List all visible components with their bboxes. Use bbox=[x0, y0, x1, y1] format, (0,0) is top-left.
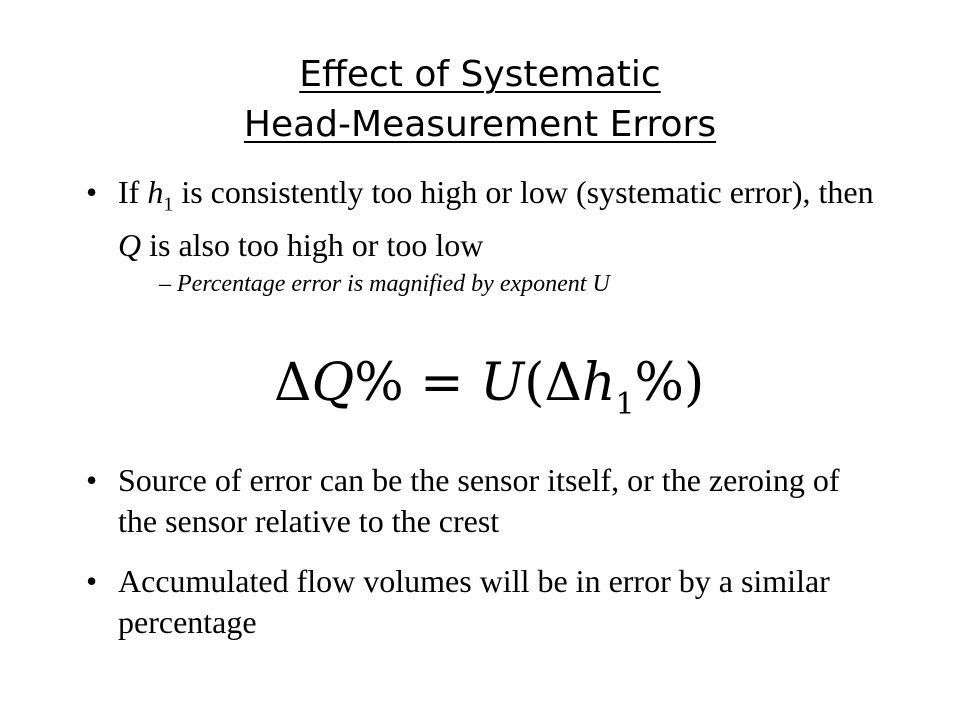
eq-h: h bbox=[581, 353, 616, 413]
text-run: If bbox=[118, 174, 148, 210]
eq-percent-2: % bbox=[634, 353, 684, 413]
eq-u: U bbox=[480, 353, 525, 413]
slide-title bbox=[0, 50, 960, 150]
sub-bullet-marker: – bbox=[159, 271, 171, 297]
title-line-2: Head-Measurement Errors bbox=[243, 104, 717, 145]
bullet-text bbox=[118, 172, 878, 266]
bullet-marker: • bbox=[86, 174, 98, 210]
eq-q: Q bbox=[311, 353, 355, 413]
bullet-marker: • bbox=[86, 462, 98, 498]
text-run: is consistently too high or low (systematic error), then bbox=[173, 174, 874, 210]
variable-h: h bbox=[147, 174, 164, 210]
eq-equals: = bbox=[403, 353, 481, 413]
equation bbox=[274, 348, 705, 428]
variable-q: Q bbox=[118, 227, 142, 264]
eq-delta-2: Δ bbox=[544, 353, 582, 413]
sub-bullet-exponent bbox=[159, 268, 610, 300]
bullet-text: Accumulated flow volumes will be in error by a similar percentage bbox=[118, 563, 830, 640]
eq-percent: % bbox=[354, 353, 404, 413]
eq-open-paren: ( bbox=[524, 353, 545, 413]
text-run: is also too high or too low bbox=[141, 227, 484, 264]
bullet-marker: • bbox=[86, 563, 98, 599]
bullet-text: Source of error can be the sensor itself, or the zeroing of the sensor relative to the crest bbox=[118, 462, 840, 539]
eq-close-paren: ) bbox=[683, 353, 705, 413]
title-line-1: Effect of Systematic bbox=[299, 54, 661, 95]
subscript-1: 1 bbox=[163, 193, 174, 216]
eq-subscript-1: 1 bbox=[615, 387, 635, 422]
sub-bullet-text: Percentage error is magnified by exponent U bbox=[177, 271, 610, 297]
eq-delta: Δ bbox=[274, 353, 312, 413]
